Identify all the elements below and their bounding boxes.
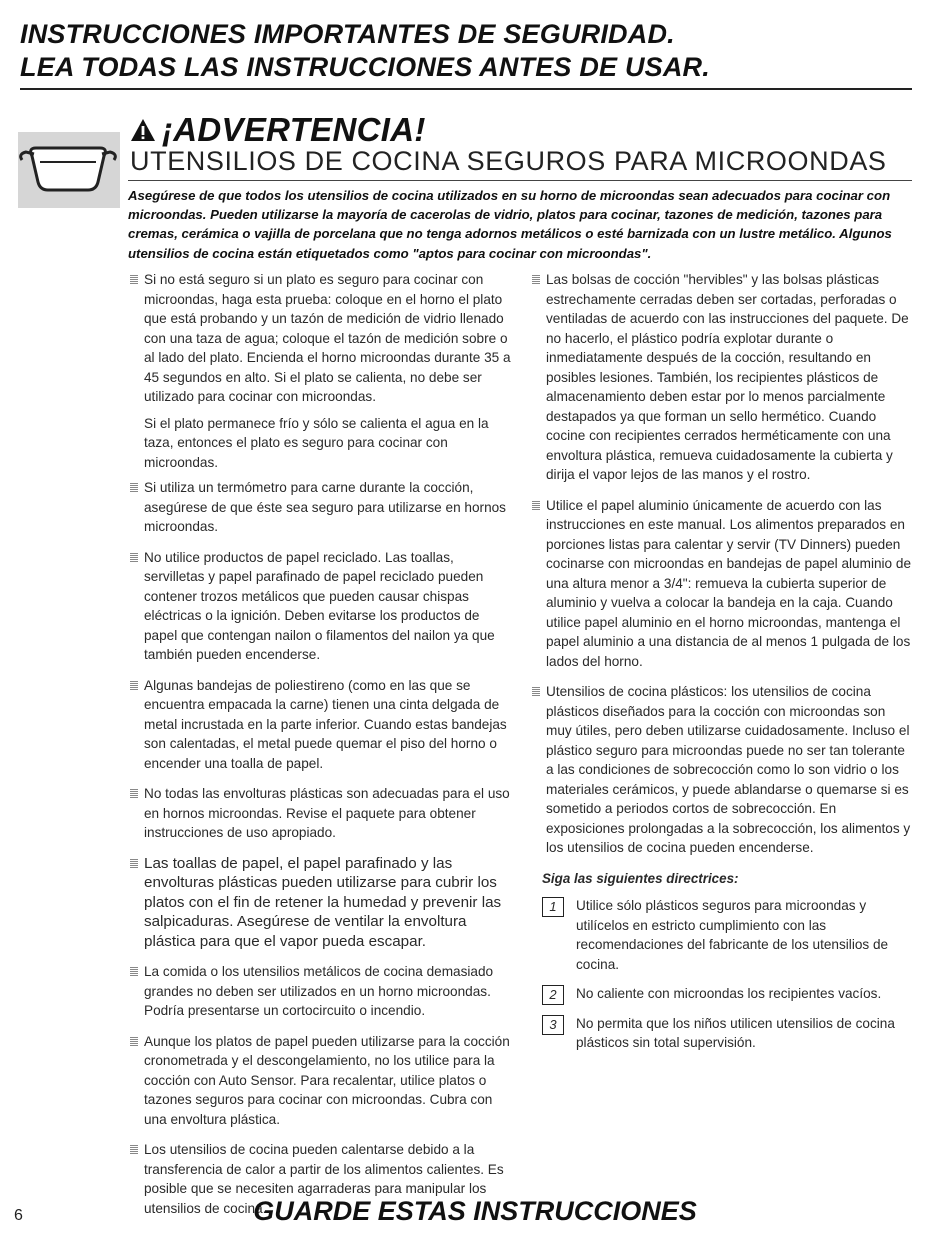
left-column bbox=[128, 270, 516, 1229]
list-item: La comida o los utensilios metálicos de cocina demasiado grandes no deben ser utilizados en un horno microondas. Podría presentarse un cortocircuito o incendio. bbox=[128, 962, 516, 1021]
warning-heading bbox=[130, 110, 426, 150]
step-number: 1 bbox=[542, 897, 564, 917]
page-footer bbox=[0, 1196, 930, 1227]
step-text: No permita que los niños utilicen utensilios de cocina plásticos sin total supervisión. bbox=[576, 1015, 895, 1050]
warning-triangle-icon bbox=[130, 117, 156, 143]
page-number: 6 bbox=[14, 1207, 23, 1224]
guideline-step bbox=[530, 1014, 912, 1053]
bullet-icon bbox=[130, 967, 138, 976]
list-item: Aunque los platos de papel pueden utilizarse para la cocción cronometrada y el descongelamiento, no los utilice para la cocción con Auto Sensor. Para recalentar, utilice platos o tazones seguros para cocinar con microondas. Cubra con una envoltura plástica. bbox=[128, 1032, 516, 1130]
step-text: No caliente con microondas los recipientes vacíos. bbox=[576, 986, 882, 1001]
bullet-icon bbox=[130, 1037, 138, 1046]
warning-intro: Asegúrese de que todos los utensilios de cocina utilizados en su horno de microondas sean adecuados para cocinar con microondas. Pueden utilizarse la mayoría de cacerolas de vidrio, platos para cocinar, tazones de medición, tazones para cremas, cerámica o vajilla de porcelana que no tenga adornos metálicos o esté barnizada con un lustre metálico. Algunos utensilios de cocina están etiquetados como "aptos para cocinar con microondas". bbox=[128, 188, 892, 261]
bullet-icon bbox=[130, 1145, 138, 1154]
bullet-icon bbox=[130, 789, 138, 798]
bullet-icon bbox=[130, 483, 138, 492]
bullet-icon bbox=[130, 859, 138, 868]
header-line-1: INSTRUCCIONES IMPORTANTES DE SEGURIDAD. bbox=[20, 19, 675, 49]
list-item-note: Si el plato permanece frío y sólo se calienta el agua en la taza, entonces el plato es seguro para cocinar con microondas. bbox=[144, 415, 489, 470]
cookware-icon bbox=[14, 130, 124, 210]
header-rule bbox=[20, 88, 912, 90]
subtitle-rule bbox=[128, 180, 912, 181]
warning-subtitle: UTENSILIOS DE COCINA SEGUROS PARA MICROONDAS bbox=[130, 146, 887, 176]
guidelines-heading: Siga las siguientes directrices: bbox=[542, 870, 739, 886]
list-item: Las toallas de papel, el papel parafinado y las envolturas plásticas pueden utilizarse para cubrir los platos con el fin de retener la humedad y prevenir las salpicaduras. Asegúrese de ventilar la envoltura plástica para que el vapor pueda escapar. bbox=[128, 854, 516, 952]
step-number: 2 bbox=[542, 985, 564, 1005]
list-item: No utilice productos de papel reciclado. Las toallas, servilletas y papel parafinado de papel reciclado pueden contener trozos metálicos que pueden causar chispas eléctricas o la ignición. Deben evitarse los productos de papel que contengan nailon o filamentos del nailon ya que también pueden encenderse. bbox=[128, 548, 516, 665]
list-item: Si utiliza un termómetro para carne durante la cocción, asegúrese de que éste sea seguro para utilizarse en hornos microondas. bbox=[128, 478, 516, 537]
list-item: Algunas bandejas de poliestireno (como en las que se encuentra empacada la carne) tienen una cinta delgada de metal incrustada en la parte inferior. Cuando estas bandejas son calentadas, el metal puede quemar el piso del horno o encender una toalla de papel. bbox=[128, 676, 516, 774]
list-item: Las bolsas de cocción "hervibles" y las bolsas plásticas estrechamente cerradas deben ser cortadas, perforadas o ventiladas de acuerdo con las instrucciones del paquete. De no hacerlo, el plástico podría explotar durante o inmediatamente después de la cocción, resultando en posibles lesiones. También, los recipientes plásticos de almacenamiento deben estar por lo menos parcialmente destapados ya que forman un sello hermético. Cuando cocine con recipientes cerrados herméticamente con una envoltura plástica, remueva cuidadosamente la cubierta y dirija el vapor lejos de las manos y el rostro. bbox=[530, 270, 912, 485]
bullet-icon bbox=[532, 687, 540, 696]
bullet-icon bbox=[532, 275, 540, 284]
bullet-icon bbox=[130, 275, 138, 284]
bullet-icon bbox=[130, 553, 138, 562]
bullet-icon bbox=[130, 681, 138, 690]
guideline-step bbox=[530, 896, 912, 974]
list-item: No todas las envolturas plásticas son adecuadas para el uso en hornos microondas. Revise el paquete para obtener instrucciones de uso apropiado. bbox=[128, 784, 516, 843]
list-item: Si no está seguro si un plato es seguro para cocinar con microondas, haga esta prueba: coloque en el horno el plato que está probando y un tazón de medición de vidrio llenado con una taza de agua; coloque el tazón de medición sobre o al lado del plato. Encienda el horno microondas durante 35 a 45 segundos en alto. Si el plato se calienta, no debe ser utilizado para cocinar con microondas. bbox=[128, 270, 516, 407]
header-line-2: LEA TODAS LAS INSTRUCCIONES ANTES DE USAR. bbox=[20, 52, 710, 82]
right-column bbox=[530, 270, 912, 1063]
bullet-icon bbox=[532, 501, 540, 510]
list-item: Utensilios de cocina plásticos: los utensilios de cocina plásticos diseñados para la cocción con microondas son muy útiles, pero deben utilizarse cuidadosamente. Incluso el plástico seguro para microondas puede no ser tan tolerante a las condiciones de sobrecocción como lo son vidrio o los materiales cerámicos, y puede ablandarse o quemarse si es sometido a periodos cortos de sobrecocción. En exposiciones prolongadas a la sobrecocción, los alimentos y los utensilios de cocina pueden encenderse. bbox=[530, 682, 912, 858]
list-item: Utilice el papel aluminio únicamente de acuerdo con las instrucciones en este manual. Los alimentos preparados en porciones listas para calentar y servir (TV Dinners) pueden cocinarse con microondas en bandejas de papel aluminio de una altura menor a 3/4": remueva la cubierta superior de aluminio y vuelva a colocar la bandeja en la caja. Cuando utilice papel aluminio en el horno microondas, mantenga el papel aluminio a una distancia de al menos 1 pulgada de los lados del horno. bbox=[530, 496, 912, 672]
warning-title: ¡ADVERTENCIA! bbox=[162, 111, 426, 148]
footer-text: GUARDE ESTAS INSTRUCCIONES bbox=[253, 1196, 697, 1226]
page-header bbox=[20, 18, 920, 84]
step-number: 3 bbox=[542, 1015, 564, 1035]
list-item: Los utensilios de cocina pueden calentarse debido a la transferencia de calor a partir de los alimentos calientes. Es posible que se necesiten agarraderas para manipular los utensilios de cocina. bbox=[128, 1140, 516, 1218]
guideline-step bbox=[530, 984, 912, 1004]
step-text: Utilice sólo plásticos seguros para microondas y utilícelos en estricto cumplimiento con las recomendaciones del fabricante de los utensilios de cocina. bbox=[576, 898, 889, 972]
